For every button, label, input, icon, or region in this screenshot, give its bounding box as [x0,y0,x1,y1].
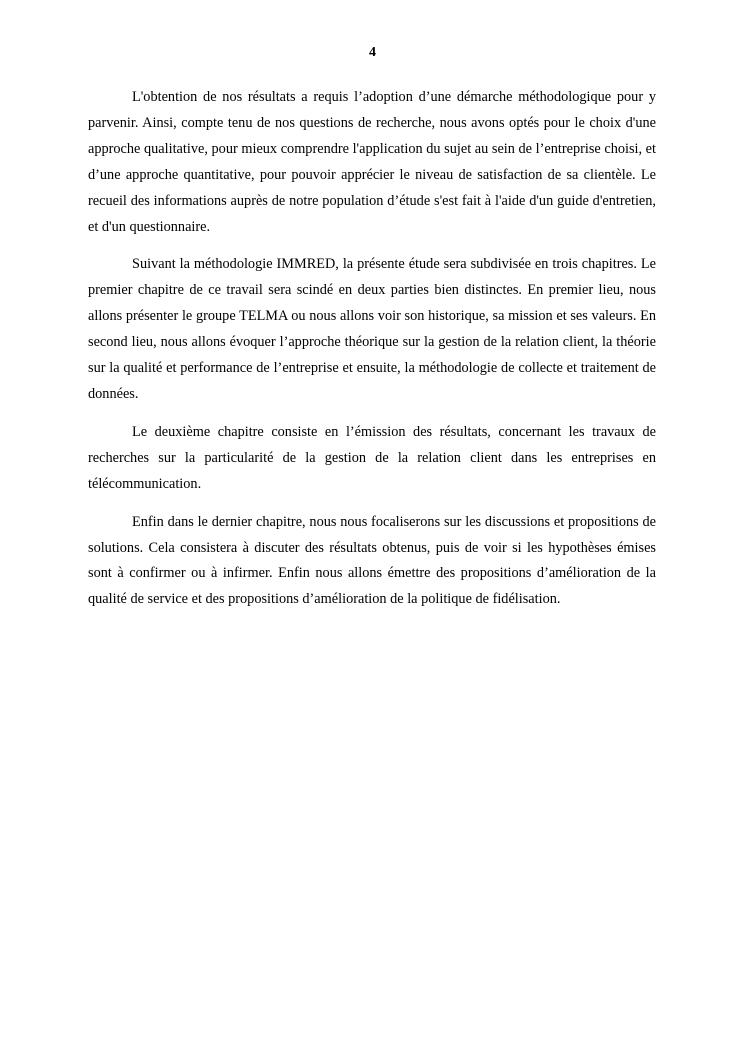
page-number: 4 [369,45,376,60]
paragraph-second-chapter: Le deuxième chapitre consiste en l’émission des résultats, concernant les travaux de recherches sur la particularité de la gestion de la relation client dans les entreprises en télécommunication. [88,423,656,492]
paragraph-chapter-structure: Suivant la méthodologie IMMRED, la présente étude sera subdivisée en trois chapitres. Le premier chapitre de ce travail sera scindé en deux parties bien distinctes. En premier lieu, nous allons présenter le groupe TELMA ou nous allons voir son historique, sa mission et ses valeurs. En second lieu, nous allons évoquer l’approche théorique sur la gestion de la relation client, la théorie sur la qualité et performance de l’entreprise et ensuite, la méthodologie de collecte et traitement de données. [88,256,656,402]
paragraph-methodology-approach: L'obtention de nos résultats a requis l’adoption d’une démarche méthodologique pour y parvenir. Ainsi, compte tenu de nos questions de recherche, nous avons optés pour le choix d'une approche qualitative, pour mieux comprendre l'application du sujet au sein de l’entreprise choisi, et d’une approche quantitative, pour pouvoir apprécier le niveau de satisfaction de sa clientèle. Le recueil des informations auprès de notre population d’étude s'est fait à l'aide d'un guide d'entretien, et d'un questionnaire. [88,89,656,235]
body-text [88,85,656,625]
paragraph-last-chapter: Enfin dans le dernier chapitre, nous nous focaliserons sur les discussions et propositions de solutions. Cela consistera à discuter des résultats obtenus, puis de voir si les hypothèses émises sont à confirmer ou à infirmer. Enfin nous allons émettre des propositions d’amélioration de la qualité de service et des propositions d’amélioration de la politique de fidélisation. [88,513,656,608]
